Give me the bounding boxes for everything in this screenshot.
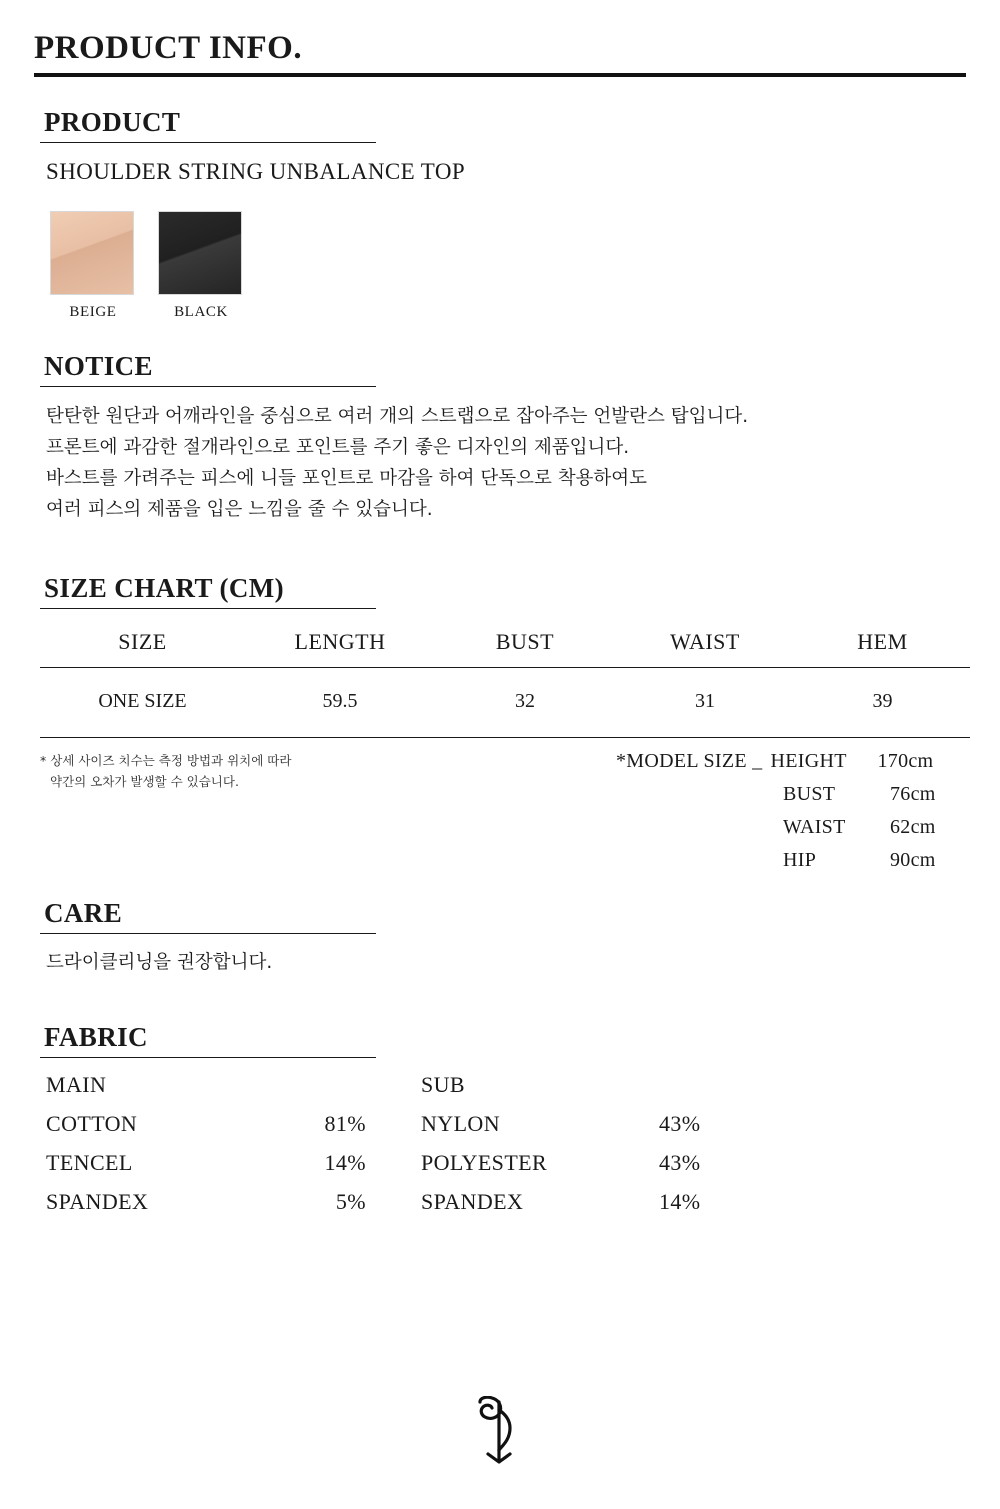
model-waist-value: 62cm bbox=[890, 816, 936, 838]
swatch-label: BLACK bbox=[174, 304, 228, 320]
fabric-material-pct: 43% bbox=[659, 1150, 701, 1175]
fabric-row bbox=[421, 1111, 796, 1137]
fabric-heading: FABRIC bbox=[44, 1022, 148, 1052]
fabric-material-name: SPANDEX bbox=[46, 1189, 149, 1214]
fabric-material-name: NYLON bbox=[421, 1111, 500, 1136]
fabric-row bbox=[46, 1150, 421, 1176]
footer bbox=[0, 1396, 1000, 1471]
fabric-main-column bbox=[46, 1072, 421, 1228]
notice-line: 여러 피스의 제품을 입은 느낌을 줄 수 있습니다. bbox=[46, 499, 433, 520]
fabric-columns bbox=[46, 1072, 966, 1228]
fabric-sub-title: SUB bbox=[421, 1072, 465, 1097]
model-size-row bbox=[616, 783, 970, 806]
cell-hem: 39 bbox=[795, 668, 970, 738]
model-bust-value: 76cm bbox=[890, 783, 936, 805]
model-size-block bbox=[616, 750, 970, 872]
notice-body bbox=[46, 401, 966, 525]
cell-bust: 32 bbox=[435, 668, 615, 738]
care-text: 드라이클리닝을 권장합니다. bbox=[46, 952, 273, 973]
care-heading: CARE bbox=[44, 898, 123, 928]
fabric-row bbox=[46, 1189, 421, 1215]
fabric-material-name: POLYESTER bbox=[421, 1150, 548, 1175]
model-hip-value: 90cm bbox=[890, 849, 936, 871]
column-header-length: LENGTH bbox=[245, 623, 435, 668]
column-header-waist: WAIST bbox=[615, 623, 795, 668]
model-size-row bbox=[616, 816, 970, 839]
product-heading-divider bbox=[40, 142, 376, 143]
color-swatch-black[interactable] bbox=[158, 211, 244, 321]
color-swatch-list bbox=[50, 211, 966, 321]
column-header-hem: HEM bbox=[795, 623, 970, 668]
page-title: PRODUCT INFO. bbox=[34, 30, 303, 66]
column-header-size: SIZE bbox=[40, 623, 245, 668]
fabric-material-pct: 5% bbox=[335, 1189, 366, 1214]
model-height-value: 170cm bbox=[877, 750, 934, 772]
fabric-section bbox=[34, 1022, 966, 1228]
title-divider bbox=[34, 73, 966, 77]
notice-line: 탄탄한 원단과 어깨라인을 중심으로 여러 개의 스트랩으로 잡아주는 언발란스 탑입니다. bbox=[46, 406, 749, 427]
fabric-material-pct: 43% bbox=[659, 1111, 701, 1136]
fabric-material-name: SPANDEX bbox=[421, 1189, 524, 1214]
notice-line: 바스트를 가려주는 피스에 니들 포인트로 마감을 하여 단독으로 착용하여도 bbox=[46, 468, 648, 489]
size-chart-heading-divider bbox=[40, 608, 376, 609]
model-size-header bbox=[616, 750, 970, 773]
notice-section bbox=[34, 351, 966, 525]
fabric-material-pct: 14% bbox=[324, 1150, 366, 1175]
brand-logo-icon bbox=[472, 1396, 528, 1466]
care-heading-divider bbox=[40, 933, 376, 934]
product-heading: PRODUCT bbox=[44, 107, 181, 137]
fabric-row bbox=[421, 1150, 796, 1176]
swatch-color-chip-black bbox=[158, 211, 242, 295]
notice-line: 프론트에 과감한 절개라인으로 포인트를 주기 좋은 디자인의 제품입니다. bbox=[46, 437, 630, 458]
product-info-page bbox=[0, 30, 1000, 1509]
size-chart-table bbox=[40, 623, 970, 738]
swatch-label: BEIGE bbox=[69, 304, 117, 320]
cell-length: 59.5 bbox=[245, 668, 435, 738]
table-row bbox=[40, 668, 970, 738]
fabric-material-name: TENCEL bbox=[46, 1150, 133, 1175]
model-size-title: *MODEL SIZE _ bbox=[616, 750, 763, 772]
fabric-row bbox=[46, 1111, 421, 1137]
fabric-material-pct: 14% bbox=[659, 1189, 701, 1214]
fabric-heading-divider bbox=[40, 1057, 376, 1058]
cell-size: ONE SIZE bbox=[40, 668, 245, 738]
column-header-bust: BUST bbox=[435, 623, 615, 668]
size-disclaimer bbox=[40, 750, 616, 872]
table-header-row bbox=[40, 623, 970, 668]
notice-heading: NOTICE bbox=[44, 351, 153, 381]
product-section bbox=[34, 107, 966, 321]
size-disclaimer-line2: 약간의 오차가 발생할 수 있습니다. bbox=[50, 774, 239, 789]
model-bust-label: BUST bbox=[783, 783, 836, 805]
fabric-main-title: MAIN bbox=[46, 1072, 107, 1097]
model-waist-label: WAIST bbox=[783, 816, 846, 838]
cell-waist: 31 bbox=[615, 668, 795, 738]
size-chart-heading: SIZE CHART (CM) bbox=[44, 573, 285, 603]
model-height-label: HEIGHT bbox=[770, 750, 847, 772]
fabric-material-name: COTTON bbox=[46, 1111, 138, 1136]
model-hip-label: HIP bbox=[783, 849, 817, 871]
swatch-color-chip-beige bbox=[50, 211, 134, 295]
care-section bbox=[34, 898, 966, 978]
size-chart-section bbox=[34, 573, 966, 872]
notice-heading-divider bbox=[40, 386, 376, 387]
fabric-row bbox=[421, 1189, 796, 1215]
size-disclaimer-line1: * 상세 사이즈 치수는 측정 방법과 위치에 따라 bbox=[40, 753, 292, 768]
fabric-sub-column bbox=[421, 1072, 796, 1228]
size-notes-row bbox=[40, 750, 970, 872]
color-swatch-beige[interactable] bbox=[50, 211, 136, 321]
fabric-material-pct: 81% bbox=[324, 1111, 366, 1136]
product-name: SHOULDER STRING UNBALANCE TOP bbox=[46, 159, 466, 184]
model-size-row bbox=[616, 849, 970, 872]
